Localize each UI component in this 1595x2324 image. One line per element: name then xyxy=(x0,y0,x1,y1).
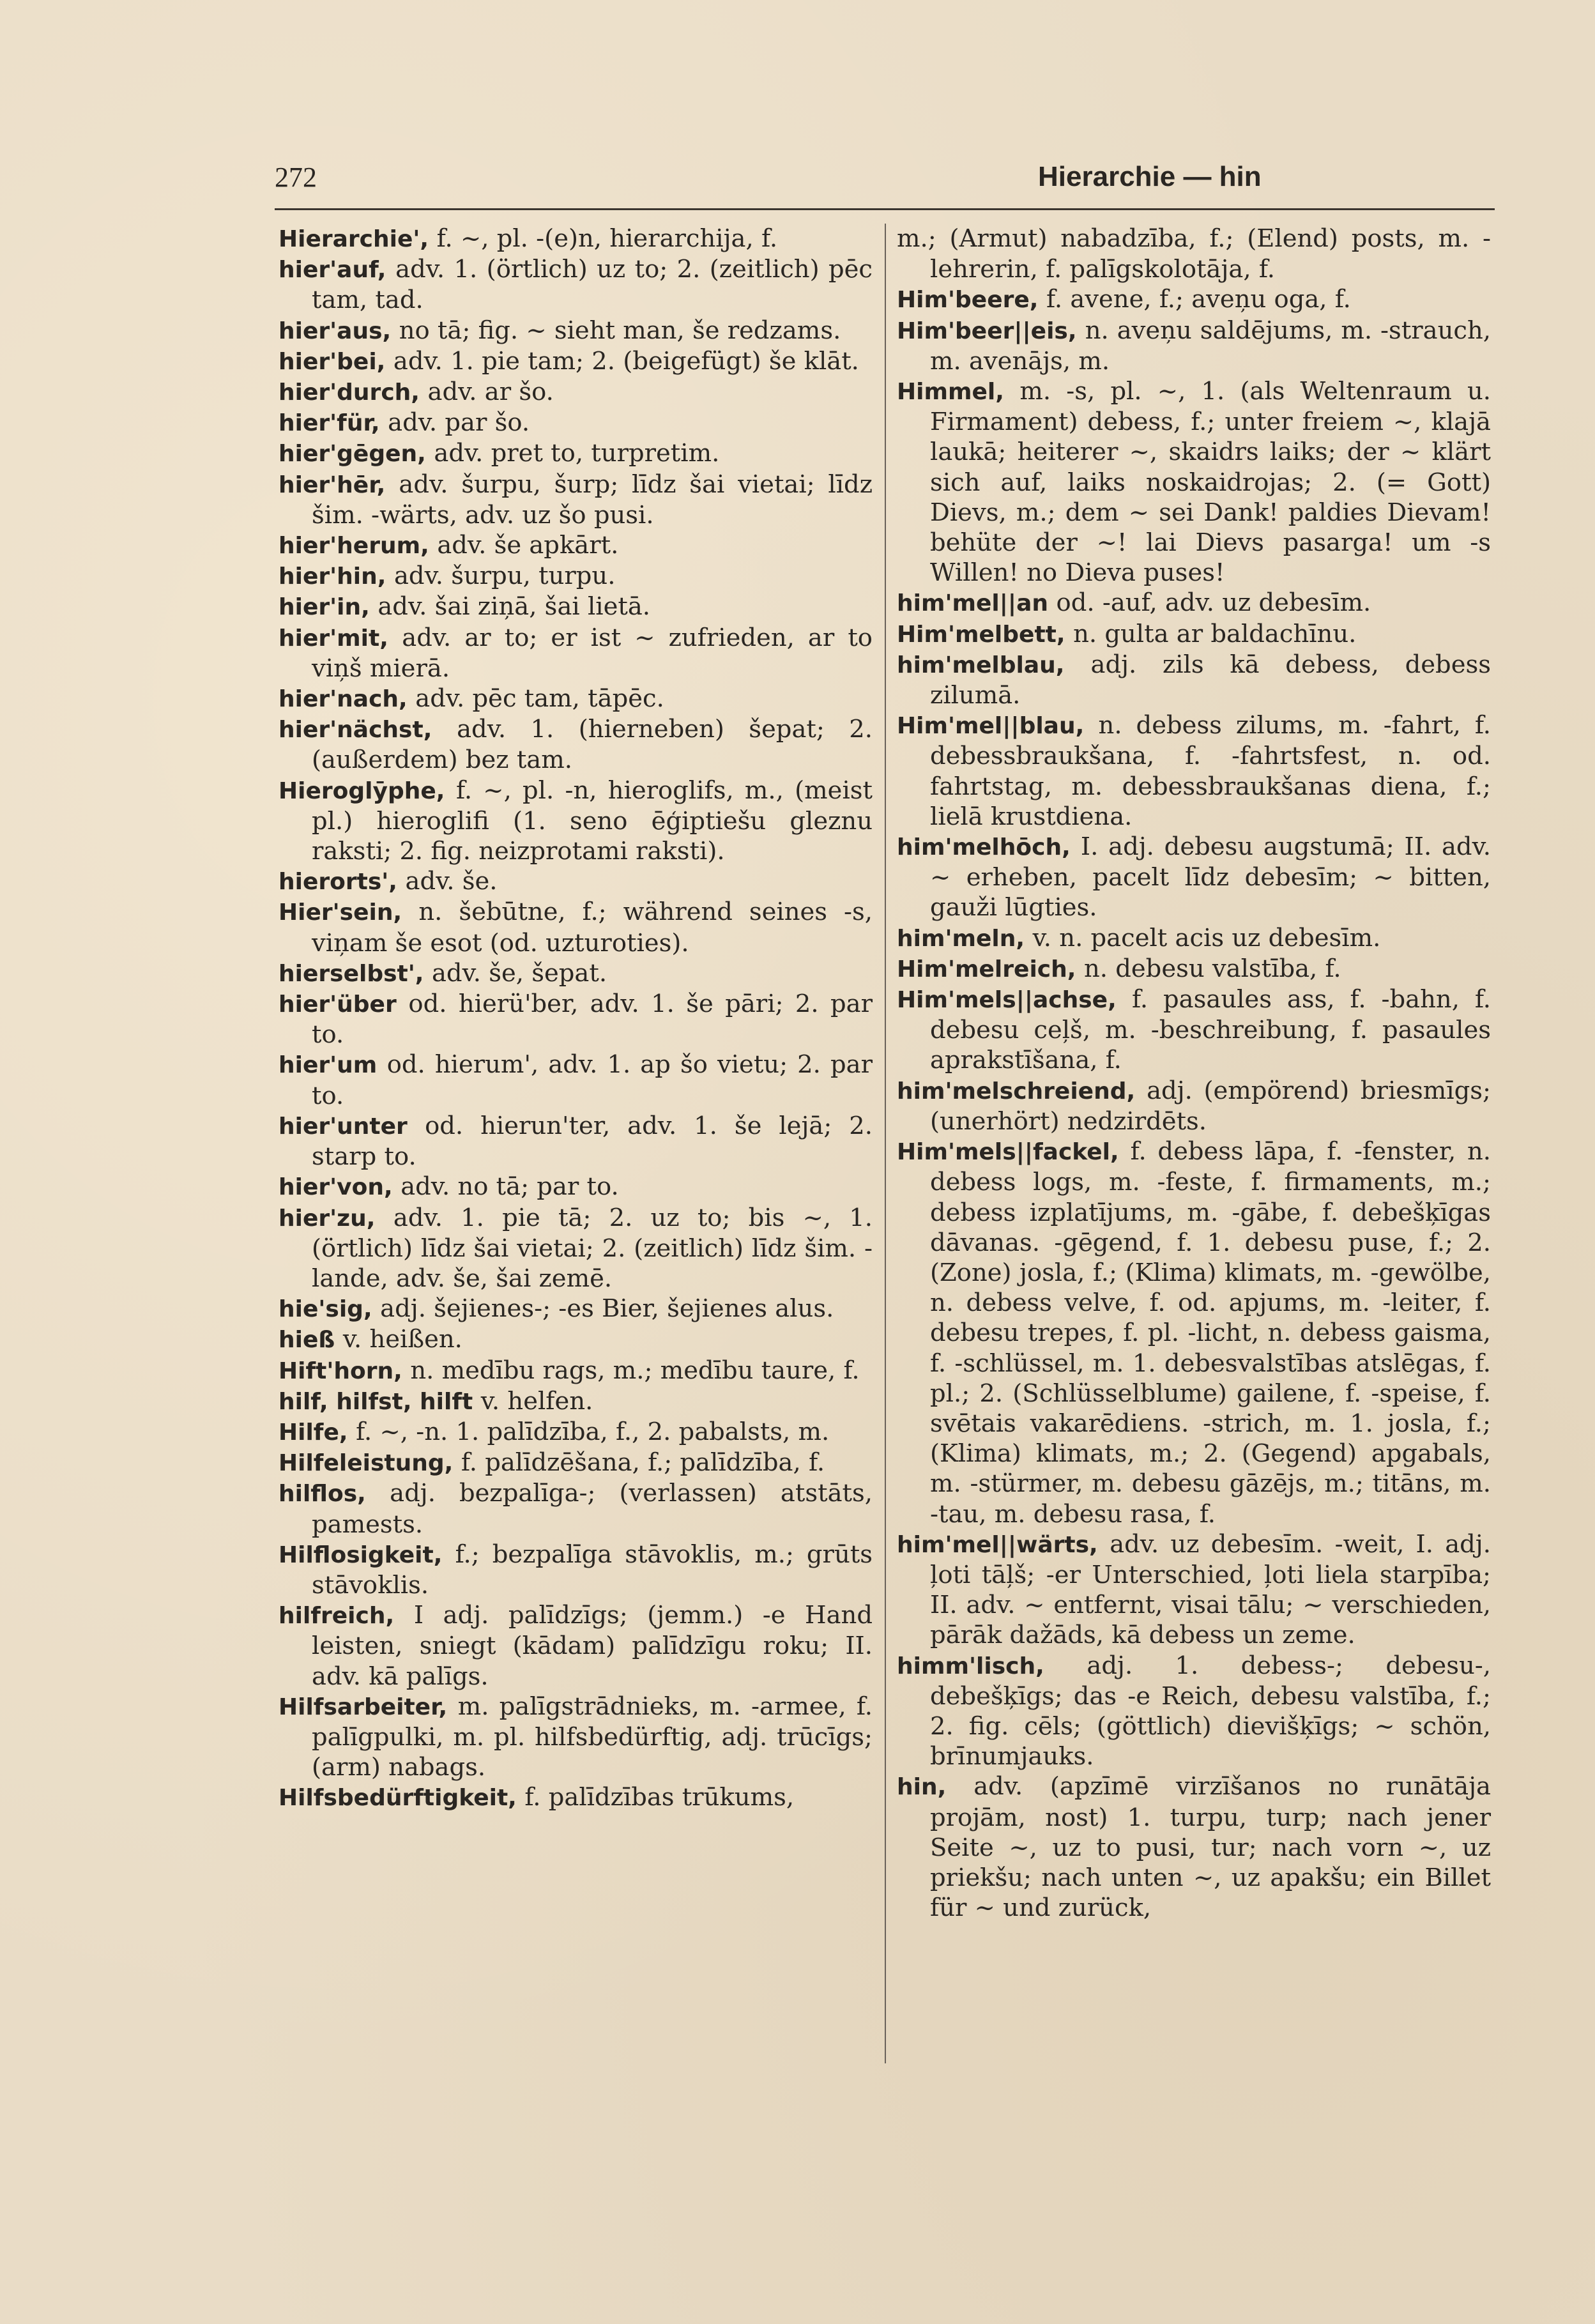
dictionary-entry xyxy=(897,619,1491,650)
entry-headword: him'melhōch, xyxy=(897,834,1081,861)
entry-definition: f. ~, -n. 1. palīdzība, f., 2. pabalsts, m. xyxy=(356,1417,830,1446)
entry-definition: adv. šurpu, turpu. xyxy=(393,562,616,591)
dictionary-entry xyxy=(897,984,1491,1076)
column-divider xyxy=(885,224,886,2063)
entry-headword: hier'für, xyxy=(279,410,388,437)
entry-headword: hier'von, xyxy=(279,1174,401,1201)
entry-headword: hier'hēr, xyxy=(279,471,399,498)
dictionary-entry xyxy=(279,684,873,714)
entry-definition: adv. par šo. xyxy=(388,408,530,438)
right-column xyxy=(897,224,1491,1923)
running-head: Hierarchie — hin xyxy=(1038,161,1262,192)
entry-definition: n. gulta ar baldachīnu. xyxy=(1073,619,1357,648)
entry-headword: Hilflosigkeit, xyxy=(279,1541,455,1568)
entry-headword: hier'hin, xyxy=(279,563,394,590)
entry-definition: adv. šurpu, šurp; līdz šai vietai; līdz šim. -wärts, adv. uz šo pusi. xyxy=(312,470,873,530)
entry-headword: hier'in, xyxy=(279,594,378,621)
entry-headword: hilf, hilfst, hilft xyxy=(279,1388,481,1415)
dictionary-entry xyxy=(279,1203,873,1294)
entry-headword: hier'nächst, xyxy=(279,717,457,744)
entry-definition: I adj. palīdzīgs; (jemm.) -e Hand leisten, sniegt (kādam) palīdzīgu roku; II. adv. kā palīgs. xyxy=(312,1601,873,1691)
entry-headword: Hieroglȳphe, xyxy=(279,777,456,804)
entry-headword: Hilfsbedürftigkeit, xyxy=(279,1785,525,1812)
entry-headword: himm'lisch, xyxy=(897,1653,1087,1679)
entry-headword: Hift'horn, xyxy=(279,1357,411,1384)
dictionary-entry xyxy=(279,1386,873,1417)
entry-definition: m. palīgstrādnieks, m. -armee, f. palīgpulki, m. pl. hilfsbedürftig, adj. trūcīgs; (arm) nabags. xyxy=(312,1692,873,1782)
dictionary-entry xyxy=(279,714,873,775)
entry-definition: adv. (apzīmē virzīšanos no runātāja projām, nost) 1. turpu, turp; nach jener Seite ~, uz to pusi, tur; nach vorn ~, uz priekšu; nach unten ~, uz apakšu; ein Billet für ~ und zurück, xyxy=(930,1772,1491,1923)
dictionary-entry xyxy=(279,1478,873,1539)
entry-headword: Hilfsarbeiter, xyxy=(279,1693,458,1720)
entry-definition: m.; (Armut) nabadzība, f.; (Elend) posts, m. -lehrerin, f. palīgskolotāja, f. xyxy=(897,224,1491,284)
entry-headword: him'meln, xyxy=(897,925,1033,952)
dictionary-entry xyxy=(279,1692,873,1783)
entry-headword: Him'beer||eis, xyxy=(897,317,1085,344)
entry-headword: hier'herum, xyxy=(279,533,438,560)
dictionary-entry xyxy=(279,1540,873,1600)
entry-definition: adj. zils kā debess, debess zilumā. xyxy=(930,650,1491,710)
dictionary-entry xyxy=(279,561,873,592)
entry-definition: adv. pēc tam, tāpēc. xyxy=(415,684,664,714)
entry-definition: v. helfen. xyxy=(480,1386,593,1416)
entry-headword: hierselbst', xyxy=(279,960,432,987)
dictionary-entry xyxy=(897,1651,1491,1772)
entry-definition: adv. no tā; par to. xyxy=(401,1172,619,1202)
entry-definition: m. -s, pl. ~, 1. (als Weltenraum u. Firmament) debess, f.; unter freiem ~, klajā laukā; heiterer ~, skaidrs laiks; der ~ klärt sich auf, laiks noskaidrojas; 2. (= Gott) Dievs, m.; dem ~ sei Dank! paldies Dievam! behüte der ~! lai Dievs pasarga! um -s Willen! no Dieva puses! xyxy=(930,377,1491,588)
dictionary-entry xyxy=(279,1324,873,1355)
entry-definition: adj. (empörend) briesmīgs; (unerhört) nedzirdēts. xyxy=(930,1076,1491,1136)
entry-headword: hier'durch, xyxy=(279,379,428,406)
dictionary-entry xyxy=(897,710,1491,832)
entry-definition: v. heißen. xyxy=(342,1325,462,1354)
entry-headword: hieß xyxy=(279,1327,343,1354)
entry-definition: od. hierum', adv. 1. ap šo vietu; 2. par to. xyxy=(312,1050,873,1110)
dictionary-entry xyxy=(279,254,873,315)
dictionary-entry xyxy=(897,316,1491,376)
entry-headword: him'mel||wärts, xyxy=(897,1531,1110,1558)
dictionary-entry xyxy=(897,954,1491,984)
entry-definition: od. hierü'ber, adv. 1. še pāri; 2. par to. xyxy=(312,990,873,1050)
entry-headword: Him'mel||blau, xyxy=(897,713,1099,740)
entry-headword: hier'unter xyxy=(279,1113,425,1140)
dictionary-entry xyxy=(897,1771,1491,1923)
dictionary-entry xyxy=(279,623,873,684)
entry-definition: adv. 1. pie tam; 2. (beigefügt) še klāt. xyxy=(393,346,859,376)
entry-headword: hier'gēgen, xyxy=(279,441,434,468)
entry-definition: f. avene, f.; aveņu oga, f. xyxy=(1046,285,1351,314)
dictionary-entry xyxy=(279,530,873,561)
header-rule xyxy=(275,208,1495,210)
entry-headword: hier'auf, xyxy=(279,257,396,284)
dictionary-entry xyxy=(279,470,873,530)
dictionary-entry xyxy=(897,588,1491,618)
entry-definition: f. palīdzēšana, f.; palīdzība, f. xyxy=(461,1448,825,1478)
entry-definition: adv. pret to, turpretim. xyxy=(434,439,720,468)
entry-definition: f. ~, pl. -n, hieroglifs, m., (meist pl.) hieroglifi (1. seno ēģiptiešu gleznu raksti; 2. fig. neizprotami raksti). xyxy=(312,776,873,866)
entry-headword: Hierarchie', xyxy=(279,226,437,252)
entry-headword: hier'mit, xyxy=(279,625,402,652)
entry-definition: f. ~, pl. -(e)n, hierarchija, f. xyxy=(436,224,778,253)
entry-headword: Him'mels||fackel, xyxy=(897,1139,1131,1166)
dictionary-entry xyxy=(279,1600,873,1692)
entry-definition: adv. 1. (örtlich) uz to; 2. (zeitlich) pēc tam, tad. xyxy=(312,255,873,315)
entry-headword: him'melblau, xyxy=(897,652,1091,678)
entry-definition: adv. ar šo. xyxy=(427,378,554,407)
dictionary-entry xyxy=(279,776,873,867)
dictionary-entry xyxy=(279,438,873,469)
dictionary-entry xyxy=(279,989,873,1050)
entry-definition: n. aveņu saldējums, m. -strauch, m. avenājs, m. xyxy=(930,316,1491,376)
dictionary-entry xyxy=(279,1294,873,1324)
dictionary-entry xyxy=(279,897,873,958)
entry-headword: hierorts', xyxy=(279,869,406,896)
dictionary-entry xyxy=(279,316,873,346)
dictionary-entry xyxy=(897,1136,1491,1529)
entry-definition: I. adj. debesu augstumā; II. adv. ~ erheben, pacelt līdz debesīm; ~ bitten, gauži lūgties. xyxy=(930,832,1491,922)
entry-headword: hier'bei, xyxy=(279,348,393,375)
entry-definition: adv. šai ziņā, šai lietā. xyxy=(378,592,651,622)
entry-definition: v. n. pacelt acis uz debesīm. xyxy=(1032,923,1381,952)
dictionary-entry xyxy=(279,1417,873,1448)
dictionary-entry xyxy=(279,1172,873,1202)
entry-headword: him'melschreiend, xyxy=(897,1078,1147,1105)
entry-definition: no tā; fig. ~ sieht man, še redzams. xyxy=(399,316,841,345)
entry-definition: od. -auf, adv. uz debesīm. xyxy=(1056,588,1371,618)
entry-definition: adv. 1. pie tā; 2. uz to; bis ~, 1. (örtlich) līdz šai vietai; 2. (zeitlich) līdz šim. -lande, adv. še, šai zemē. xyxy=(312,1203,873,1293)
entry-definition: f.; bezpalīga stāvoklis, m.; grūts stāvoklis. xyxy=(312,1540,873,1600)
entry-headword: Hier'sein, xyxy=(279,899,419,926)
entry-definition: adv. uz debesīm. -weit, I. adj. ļoti tāļš; -er Unterschied, ļoti liela starpība; II. adv. ~ entfernt, visai tālu; ~ verschieden, pārāk dažāds, kā debess un zeme. xyxy=(930,1529,1491,1650)
entry-definition: f. debess lāpa, f. -fenster, n. debess logs, m. -feste, f. firmaments, m.; debess izplatījums, m. -gābe, f. debešķīgas dāvanas. -gēgend, f. 1. debesu puse, f.; 2. (Zone) josla, f.; (Klima) klimats, m. -gewölbe, n. debess velve, f. od. apjums, m. -leiter, f. debesu trepes, f. pl. -licht, n. debess gaisma, f. -schlüssel, m. 1. debesvalstības atslēgas, f. pl.; 2. (Schlüsselblume) gailene, f. -speise, f. svētais vakarēdiens. -strich, m. 1. josla, f.; (Klima) klimats, m.; 2. (Gegend) apgabals, m. -stürmer, m. debesu gāzējs, m.; titāns, m. -tau, m. debesu rasa, f. xyxy=(930,1137,1491,1529)
entry-definition: adv. 1. (hierneben) šepat; 2. (außerdem) bez tam. xyxy=(312,715,873,775)
entry-headword: Him'mels||achse, xyxy=(897,987,1132,1014)
entry-headword: hier'zu, xyxy=(279,1205,393,1232)
page-header xyxy=(275,161,1514,206)
dictionary-entry xyxy=(279,224,873,254)
dictionary-entry xyxy=(279,1050,873,1110)
entry-headword: hier'über xyxy=(279,991,409,1018)
dictionary-entry xyxy=(279,592,873,622)
dictionary-entry xyxy=(279,1448,873,1478)
entry-headword: hier'aus, xyxy=(279,317,399,344)
left-column xyxy=(279,224,873,1814)
dictionary-entry xyxy=(279,866,873,897)
entry-headword: hier'nach, xyxy=(279,686,416,713)
entry-definition: n. medību rags, m.; medību taure, f. xyxy=(410,1356,860,1385)
dictionary-entry xyxy=(897,284,1491,315)
dictionary-entry xyxy=(279,958,873,989)
dictionary-entry xyxy=(279,408,873,438)
entry-headword: hilfreich, xyxy=(279,1603,414,1630)
dictionary-entry xyxy=(279,346,873,377)
entry-headword: hin, xyxy=(897,1774,974,1801)
entry-definition: n. šebūtne, f.; während seines -s, viņam še esot (od. uzturoties). xyxy=(312,898,873,958)
entry-definition: od. hierun'ter, adv. 1. še lejā; 2. starp to. xyxy=(312,1111,873,1172)
page-number: 272 xyxy=(275,162,317,193)
entry-definition: adj. bezpalīga-; (verlassen) atstāts, pamests. xyxy=(312,1479,873,1539)
dictionary-entry xyxy=(897,1076,1491,1136)
dictionary-entry xyxy=(897,832,1491,923)
dictionary-entry xyxy=(279,1782,873,1813)
entry-definition: n. debesu valstība, f. xyxy=(1083,954,1341,983)
entry-headword: hier'um xyxy=(279,1052,387,1079)
dictionary-entry xyxy=(897,1529,1491,1651)
dictionary-entry xyxy=(279,1356,873,1386)
entry-headword: Him'beere, xyxy=(897,287,1046,314)
entry-definition: adj. šejienes-; -es Bier, šejienes alus. xyxy=(380,1294,834,1324)
dictionary-entry xyxy=(279,1111,873,1172)
entry-definition: adj. 1. debess-; debesu-, debešķīgs; das -e Reich, debesu valstība, f.; 2. fig. cēls; (göttlich) dievišķīgs; ~ schön, brīnumjauks. xyxy=(930,1651,1491,1771)
dictionary-entry xyxy=(897,376,1491,588)
entry-headword: hie'sig, xyxy=(279,1296,381,1323)
dictionary-entry xyxy=(897,224,1491,284)
entry-definition: adv. še, šepat. xyxy=(431,958,607,988)
entry-headword: Him'melbett, xyxy=(897,621,1074,648)
entry-definition: n. debess zilums, m. -fahrt, f. debessbraukšana, f. -fahrtsfest, n. od. fahrtstag, m. debessbraukšanas diena, f.; lielā krustdiena. xyxy=(930,711,1491,831)
entry-headword: Hilfe, xyxy=(279,1419,356,1446)
entry-definition: adv. še apkārt. xyxy=(437,531,619,560)
entry-headword: hilflos, xyxy=(279,1481,390,1508)
entry-definition: adv. še. xyxy=(405,867,498,896)
dictionary-entry xyxy=(279,377,873,408)
entry-headword: Hilfeleistung, xyxy=(279,1450,461,1477)
dictionary-entry xyxy=(897,923,1491,954)
entry-headword: him'mel||an xyxy=(897,590,1057,617)
entry-headword: Him'melreich, xyxy=(897,956,1084,982)
entry-definition: f. pasaules ass, f. -bahn, f. debesu ceļš, m. -beschreibung, f. pasaules aprakstīšana, f. xyxy=(930,985,1491,1075)
entry-definition: adv. ar to; er ist ~ zufrieden, ar to viņš mierā. xyxy=(312,623,873,683)
entry-headword: Himmel, xyxy=(897,379,1020,406)
dictionary-entry xyxy=(897,650,1491,710)
entry-definition: f. palīdzības trūkums, xyxy=(524,1783,795,1812)
